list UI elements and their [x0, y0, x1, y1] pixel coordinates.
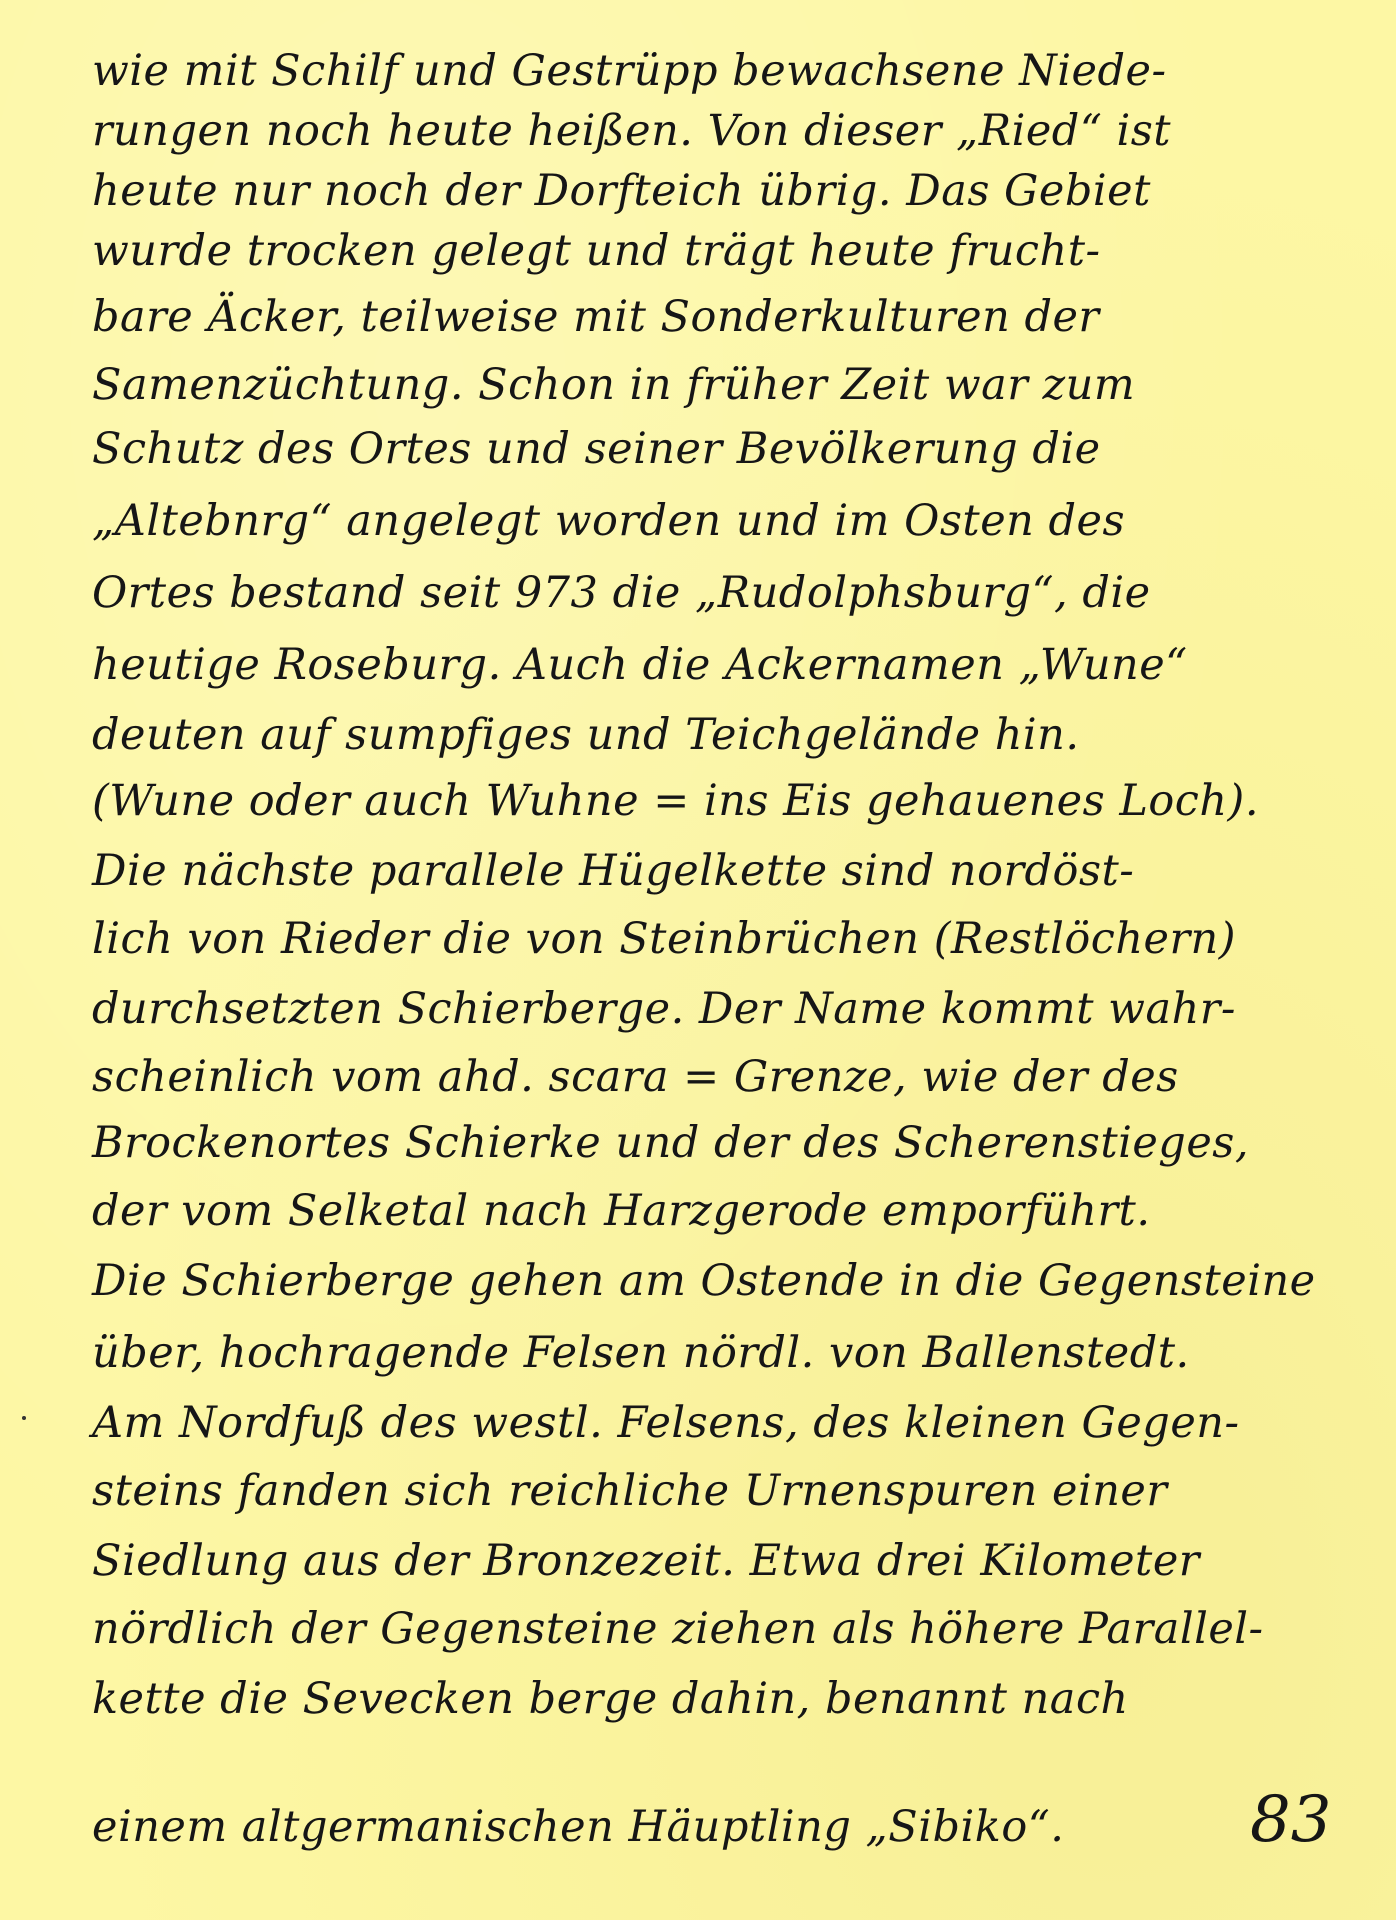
text-line-17: Brockenortes Schierke und der des Scherenstieges,: [92, 1118, 1250, 1168]
page-number: 83: [1250, 1783, 1332, 1857]
text-line-5: bare Äcker, teilweise mit Sonderkulturen der: [92, 292, 1100, 342]
text-line-13: Die nächste parallele Hügelkette sind nordöst-: [92, 846, 1135, 896]
ink-dot: [22, 1416, 26, 1420]
text-line-19: Die Schierberge gehen am Ostende in die Gegensteine: [92, 1256, 1316, 1306]
text-line-14: lich von Rieder die von Steinbrüchen (Restlöchern): [92, 914, 1237, 964]
text-line-24: nördlich der Gegensteine ziehen als höhere Parallel-: [92, 1604, 1264, 1654]
text-line-3: heute nur noch der Dorfteich übrig. Das Gebiet: [92, 166, 1151, 216]
text-line-18: der vom Selketal nach Harzgerode emporführt.: [92, 1186, 1151, 1236]
text-line-26: einem altgermanischen Häuptling „Sibiko“.: [92, 1802, 1065, 1852]
text-line-21: Am Nordfuß des westl. Felsens, des kleinen Gegen-: [92, 1398, 1240, 1448]
text-line-25: kette die Sevecken berge dahin, benannt nach: [92, 1674, 1129, 1724]
text-line-2: rungen noch heute heißen. Von dieser „Ried“ ist: [92, 106, 1172, 156]
text-line-16: scheinlich vom ahd. scara = Grenze, wie der des: [92, 1052, 1179, 1102]
text-line-4: wurde trocken gelegt und trägt heute frucht-: [92, 226, 1101, 276]
text-line-12: (Wune oder auch Wuhne = ins Eis gehauenes Loch).: [92, 776, 1259, 826]
text-line-22: steins fanden sich reichliche Urnenspuren einer: [92, 1466, 1168, 1516]
text-line-6: Samenzüchtung. Schon in früher Zeit war zum: [92, 360, 1136, 410]
text-line-15: durchsetzten Schierberge. Der Name kommt wahr-: [92, 984, 1236, 1034]
text-line-10: heutige Roseburg. Auch die Ackernamen „Wune“: [92, 640, 1188, 690]
text-line-9: Ortes bestand seit 973 die „Rudolphsburg“, die: [92, 568, 1151, 618]
text-line-23: Siedlung aus der Bronzezeit. Etwa drei Kilometer: [92, 1536, 1200, 1586]
text-line-11: deuten auf sumpfiges und Teichgelände hin.: [92, 710, 1080, 760]
text-line-20: über, hochragende Felsen nördl. von Ballenstedt.: [92, 1328, 1190, 1378]
text-line-8: „Altebnrg“ angelegt worden und im Osten des: [92, 496, 1126, 546]
text-line-1: wie mit Schilf und Gestrüpp bewachsene Niede-: [92, 46, 1167, 96]
text-line-7: Schutz des Ortes und seiner Bevölkerung die: [92, 424, 1101, 474]
